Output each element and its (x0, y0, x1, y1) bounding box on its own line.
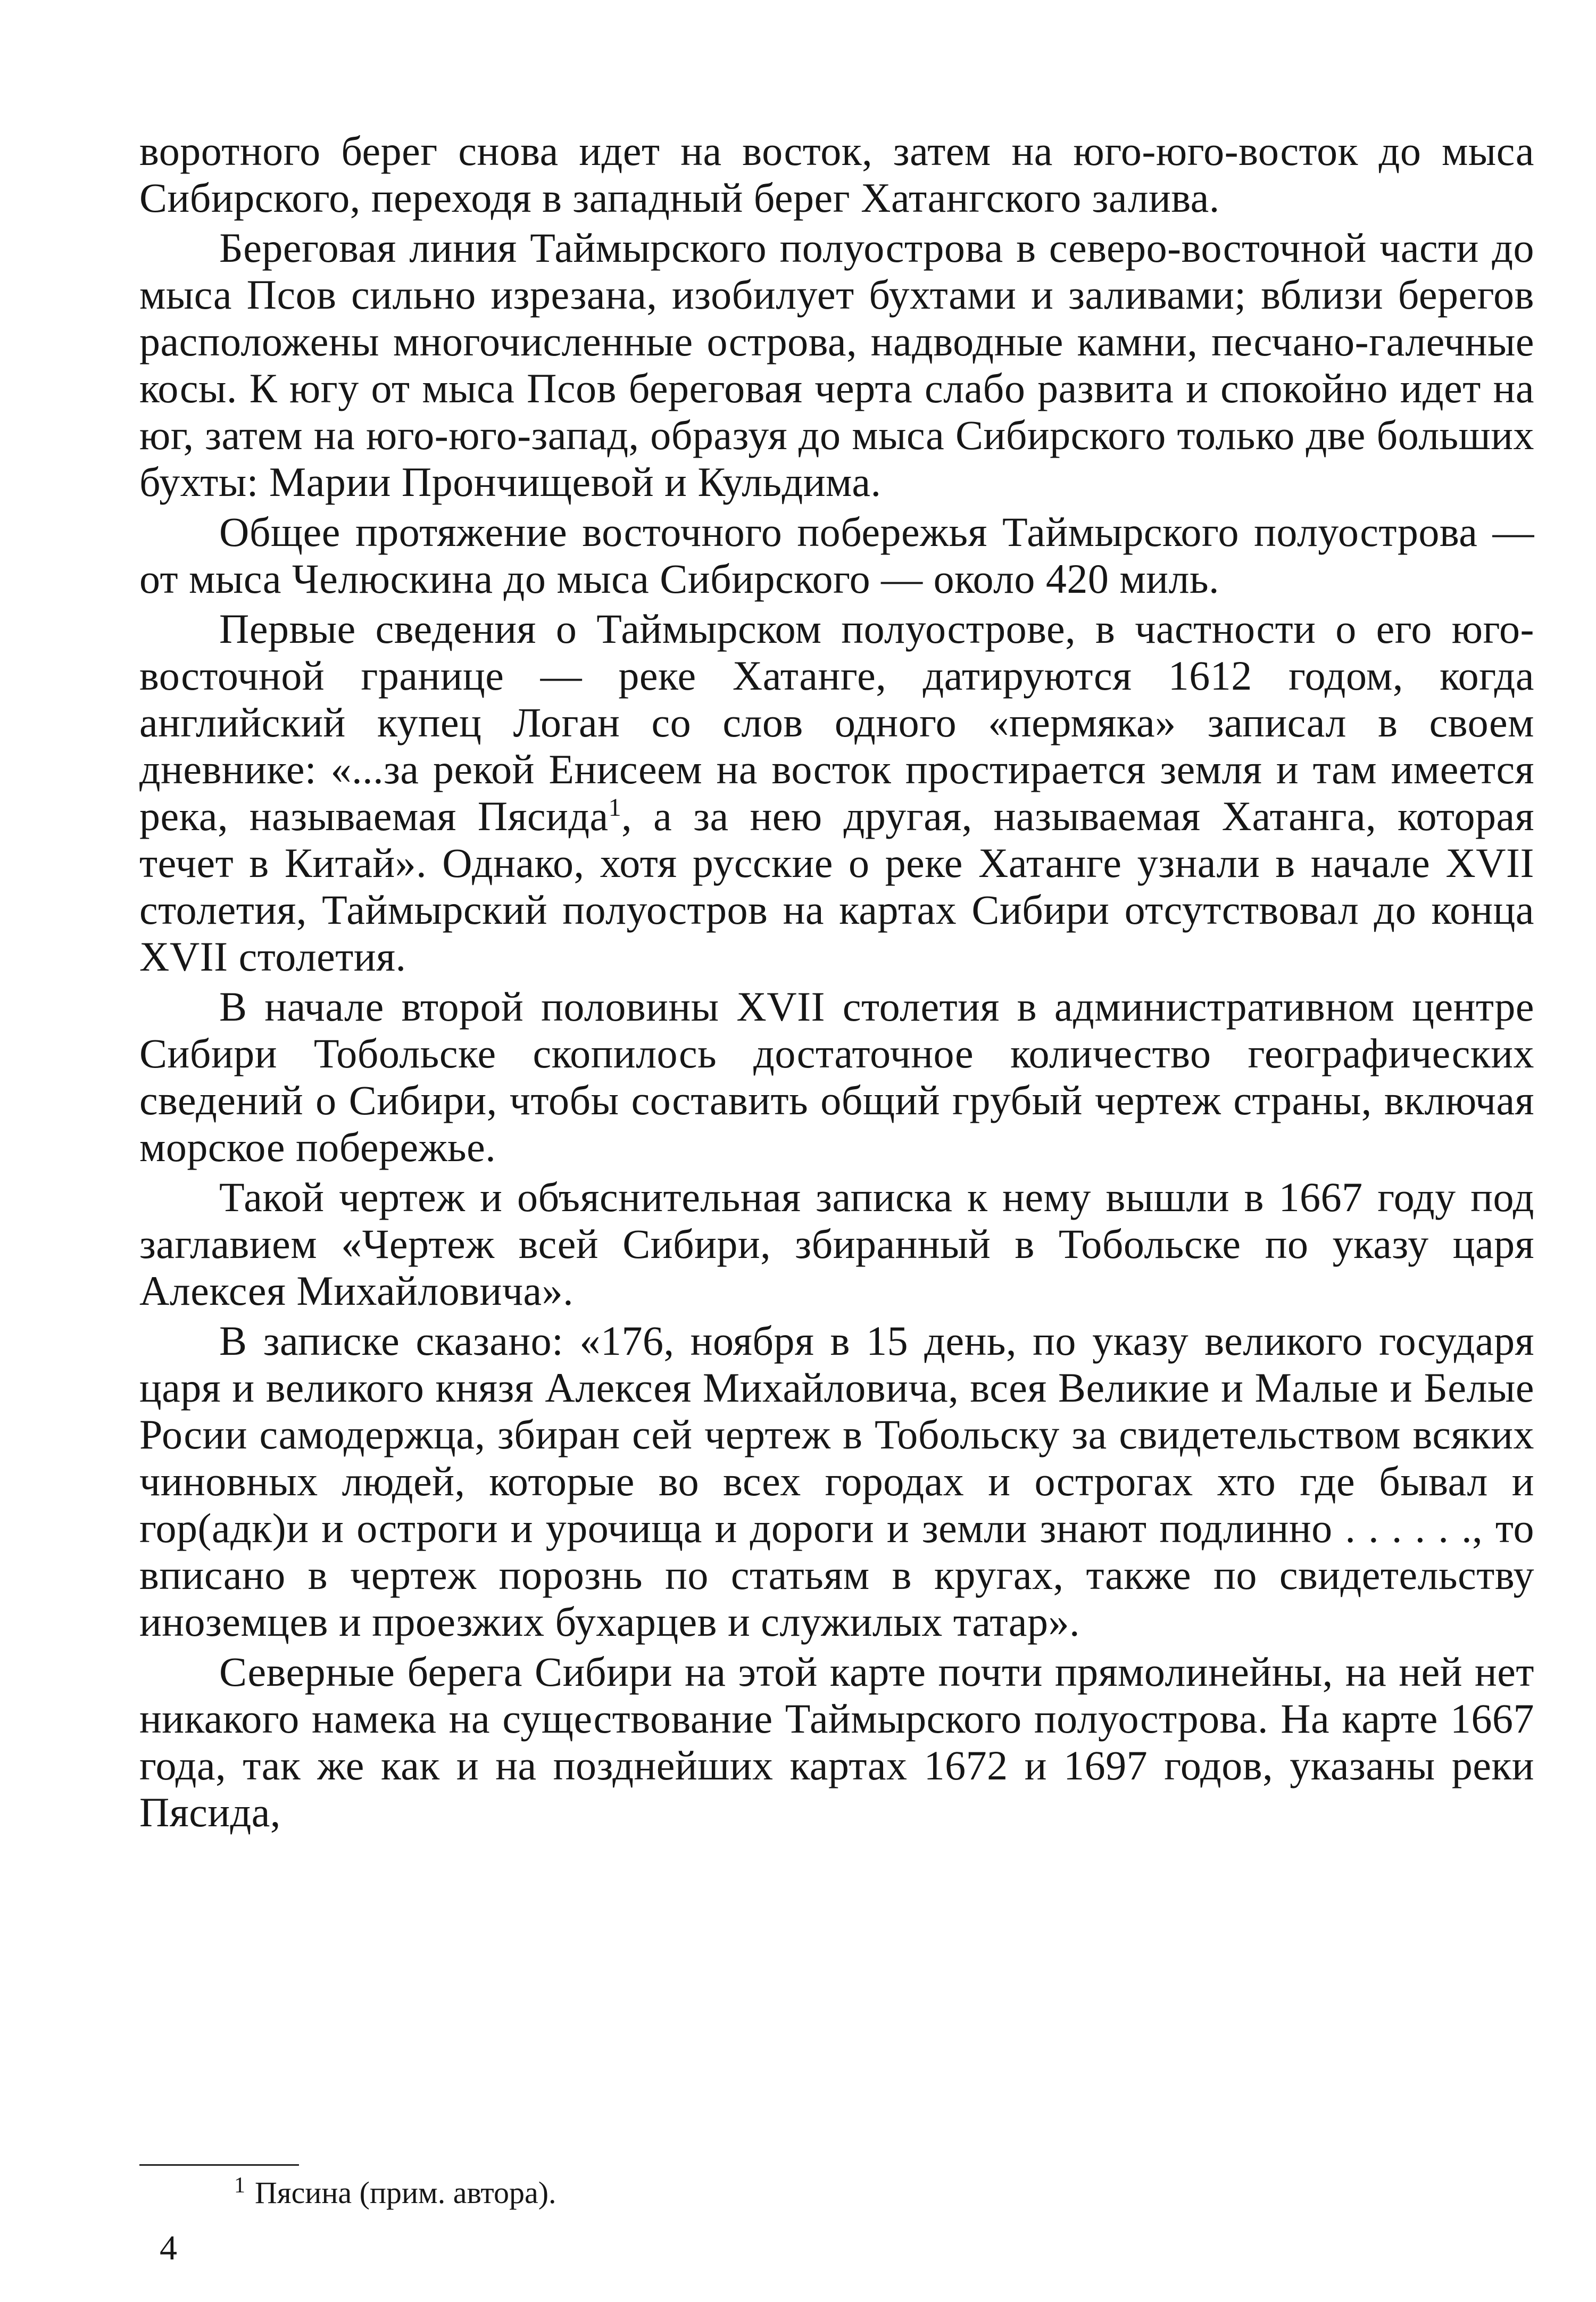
paragraph-tobolsk: В начале второй половины XVII столетия в административном центре Сибири Тобольске скопилось достаточное количество географических сведений о Сибири, чтобы составить общий грубый чертеж страны, включая морское побережье. (139, 983, 1534, 1170)
main-text (139, 128, 1534, 1836)
footnote-divider (139, 2164, 299, 2166)
paragraph-first-records-text-b: , а за нею другая, называемая Хатанга, которая течет в Китай». Однако, хотя русские о реке Хатанге узнали в начале XVII столетия, Таймырский полуостров на картах Сибири отсутствовал до конца XVII столетия. (139, 793, 1534, 980)
footnote (234, 2175, 556, 2210)
paragraph-continuation: воротного берег снова идет на восток, затем на юго-юго-восток до мыса Сибирского, переходя в западный берег Хатангского залива. (139, 128, 1534, 221)
page-number: 4 (160, 2229, 177, 2267)
paragraph-first-records (139, 606, 1534, 980)
paragraph-northern-shores: Северные берега Сибири на этой карте почти прямолинейны, на ней нет никакого намека на существование Таймырского полуострова. На карте 1667 года, так же как и на позднейших картах 1672 и 1697 годов, указаны реки Пясида, (139, 1649, 1534, 1835)
paragraph-first-records-text-a: Первые сведения о Таймырском полуострове, в частности о его юго-восточной границе — реке Хатанге, датируются 1612 годом, когда английский купец Логан со слов одного «пермяка» записал в своем дневнике: «...за рекой Енисеем на восток простирается земля и там имеется река, называемая Пясида (139, 606, 1534, 839)
paragraph-drawing-1667: Такой чертеж и объяснительная записка к нему вышли в 1667 году под заглавием «Чертеж всей Сибири, збиранный в Тобольске по указу царя Алексея Михайловича». (139, 1174, 1534, 1314)
paragraph-coastline: Береговая линия Таймырского полуострова в северо-восточной части до мыса Псов сильно изрезана, изобилует бухтами и заливами; вблизи берегов расположены многочисленные острова, надводные камни, песчано-галечные косы. К югу от мыса Псов береговая черта слабо развита и спокойно идет на юг, затем на юго-юго-запад, образуя до мыса Сибирского только две больших бухты: Марии Прончищевой и Кульдима. (139, 225, 1534, 505)
paragraph-coast-length: Общее протяжение восточного побережья Таймырского полуострова — от мыса Челюскина до мыса Сибирского — около 420 миль. (139, 509, 1534, 602)
footnote-reference: 1 (608, 793, 622, 822)
footnote-mark: 1 (234, 2173, 245, 2198)
footnote-text: Пясина (прим. автора). (255, 2175, 556, 2210)
paragraph-note-quote: В записке сказано: «176, ноября в 15 день, по указу великого государя царя и великого князя Алексея Михайловича, всея Великие и Малые и Белые Росии самодержца, збиран сей чертеж в Тобольску за свидетельством всяких чиновных людей, которые во всех городах и острогах хто где бывал и гор(адк)и и остроги и урочища и дороги и земли знают подлинно . . . . . ., то вписано в чертеж порознь по статьям в кругах, также по свидетельству иноземцев и проезжих бухарцев и служилых татар». (139, 1318, 1534, 1645)
